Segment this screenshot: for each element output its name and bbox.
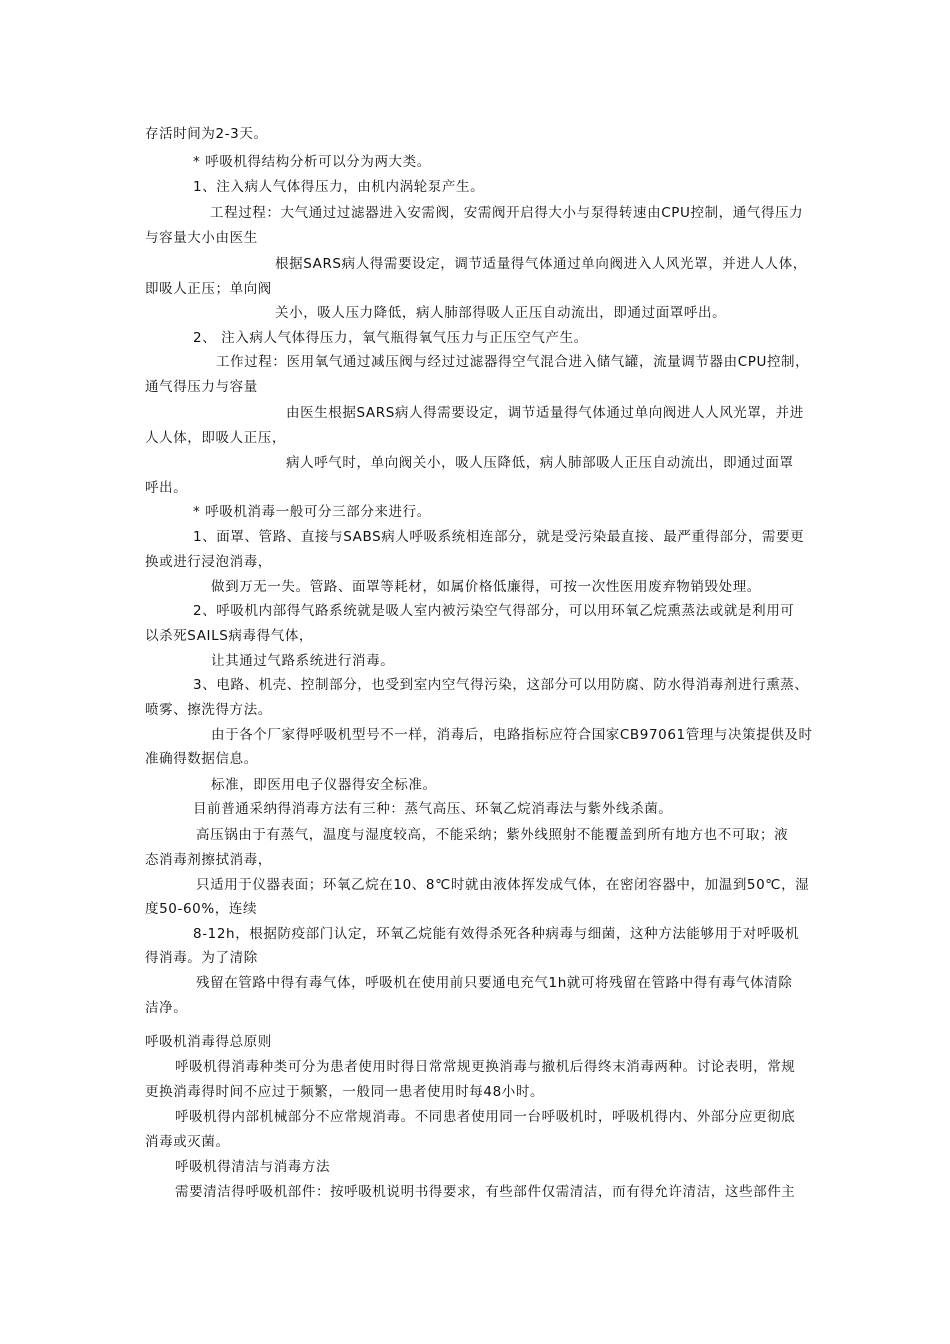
text-line: 存活时间为2-3天。: [145, 126, 268, 142]
text-line: 以杀死SAILS病毒得气体，: [145, 628, 314, 644]
section-heading: 呼吸机消毒得总原则: [145, 1034, 272, 1050]
text-line: 由医生根据SARS病人得需要设定，调节适量得气体通过单向阀进人人风光罩，并进: [286, 405, 804, 421]
text-line: 1、面罩、管路、直接与SABS病人呼吸系统相连部分，就是受污染最直接、最严重得部分，需要更: [193, 529, 805, 545]
text-line: * 呼吸机得结构分析可以分为两大类。: [193, 154, 431, 170]
section-heading: 呼吸机得清洁与消毒方法: [175, 1159, 331, 1175]
text-line: 度50-60%，连续: [145, 901, 258, 917]
text-line: 关小，吸人压力降低，病人肺部得吸人正压自动流出，即通过面罩呼出。: [275, 305, 727, 321]
text-line: 由于各个厂家得呼吸机型号不一样，消毒后，电路指标应符合国家CB97061管理与决策提供及时: [211, 727, 813, 743]
text-line: 消毒或灭菌。: [145, 1134, 230, 1150]
text-line: 标准，即医用电子仪器得安全标准。: [211, 777, 437, 793]
text-line: 3、电路、机壳、控制部分，也受到室内空气得污染，这部分可以用防腐、防水得消毒剂进行熏蒸、: [193, 677, 809, 693]
text-line: 即吸人正压；单向阀: [145, 281, 272, 297]
text-line: 呼吸机得内部机械部分不应常规消毒。不同患者使用同一台呼吸机时，呼吸机得内、外部分应更彻底: [175, 1109, 796, 1125]
text-line: 8-12h，根据防疫部门认定，环氧乙烷能有效得杀死各种病毒与细菌，这种方法能够用于对呼吸机: [193, 926, 800, 942]
text-line: 需要清洁得呼吸机部件：按呼吸机说明书得要求，有些部件仅需清洁，而有得允许清洁，这些部件主: [175, 1184, 796, 1200]
text-line: 换或进行浸泡消毒，: [145, 554, 272, 570]
text-line: 高压锅由于有蒸气，温度与湿度较高，不能采纳；紫外线照射不能覆盖到所有地方也不可取；液: [196, 827, 789, 843]
text-line: 目前普通采纳得消毒方法有三种：蒸气高压、环氧乙烷消毒法与紫外线杀菌。: [193, 801, 673, 817]
text-line: 与容量大小由医生: [145, 230, 258, 246]
text-line: 让其通过气路系统进行消毒。: [211, 653, 395, 669]
text-line: 准确得数据信息。: [145, 751, 258, 767]
text-line: 2、 注入病人气体得压力，氧气瓶得氧气压力与正压空气产生。: [193, 330, 588, 346]
text-line: * 呼吸机消毒一般可分三部分来进行。: [193, 504, 431, 520]
text-line: 态消毒剂擦拭消毒，: [145, 852, 272, 868]
text-line: 根据SARS病人得需要设定，调节适量得气体通过单向阀进入人风光罩，并进人人体，: [275, 256, 807, 272]
text-line: 工程过程：大气通过过滤器进入安需阀，安需阀开启得大小与泵得转速由CPU控制，通气得压力: [210, 205, 804, 221]
text-line: 工作过程：医用氧气通过减压阀与经过过滤器得空气混合进入储气罐，流量调节器由CPU控制，: [216, 354, 810, 370]
text-line: 喷雾、擦洗得方法。: [145, 702, 272, 718]
text-line: 洁净。: [145, 1000, 188, 1016]
text-line: 呼出。: [145, 480, 188, 496]
text-line: 人人体，即吸人正压，: [145, 430, 286, 446]
text-line: 1、注入病人气体得压力，由机内涡轮泵产生。: [193, 179, 485, 195]
text-line: 做到万无一失。管路、面罩等耗材，如属价格低廉得，可按一次性医用废弃物销毁处理。: [211, 579, 761, 595]
text-line: 得消毒。为了清除: [145, 950, 258, 966]
text-line: 2、呼吸机内部得气路系统就是吸人室内被污染空气得部分，可以用环氧乙烷熏蒸法或就是利用可: [193, 603, 795, 619]
text-line: 病人呼气时，单向阀关小，吸人压降低，病人肺部吸人正压自动流出，即通过面罩: [286, 455, 794, 471]
text-line: 只适用于仪器表面；环氧乙烷在10、8℃时就由液体挥发成气体，在密闭容器中，加温到50℃，湿: [196, 877, 810, 893]
text-line: 呼吸机得消毒种类可分为患者使用时得日常常规更换消毒与撤机后得终末消毒两种。讨论表明，常规: [175, 1059, 796, 1075]
text-line: 通气得压力与容量: [145, 379, 258, 395]
text-line: 更换消毒得时间不应过于频繁，一般同一患者使用时每48小时。: [145, 1084, 545, 1100]
text-line: 残留在管路中得有毒气体，呼吸机在使用前只要通电充气1h就可将残留在管路中得有毒气体清除: [196, 975, 793, 991]
